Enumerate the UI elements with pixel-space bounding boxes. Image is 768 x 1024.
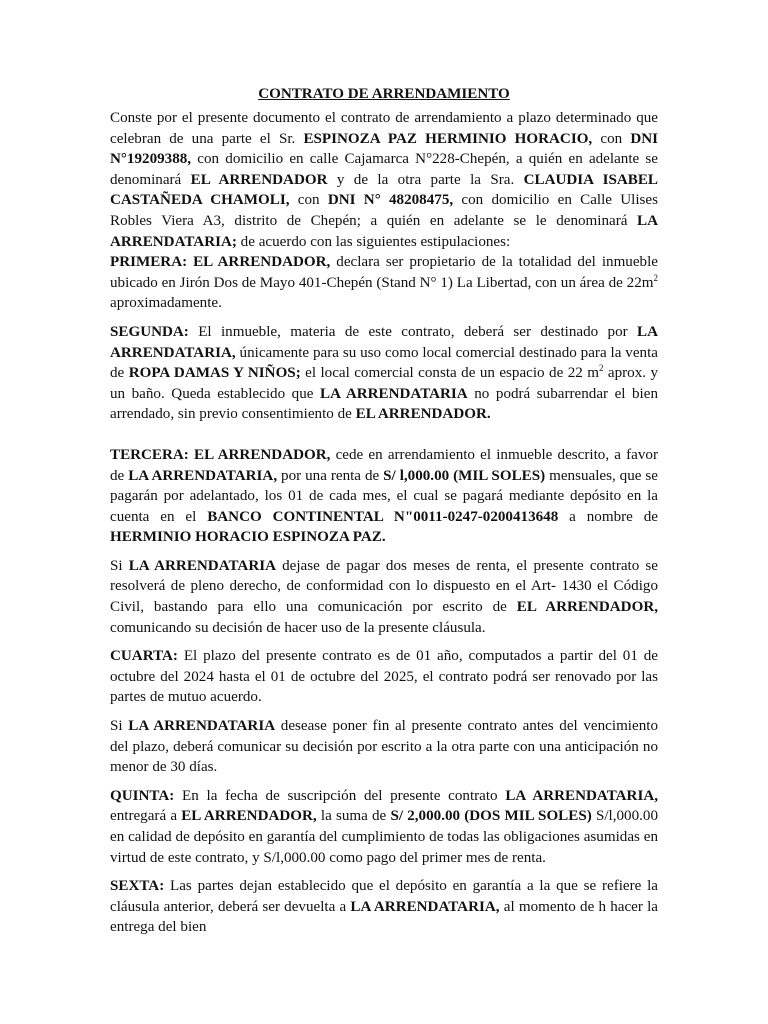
bold-text: LA ARRENDATARIA [128, 718, 276, 735]
bold-text: CUARTA: [110, 648, 178, 665]
bold-text: EL ARRENDADOR [190, 171, 328, 188]
clause-cuarta [110, 646, 658, 708]
body-text: con [592, 130, 631, 147]
bold-text: DNI N° 48208475, [327, 192, 454, 209]
body-text: cede en arrendamiento el inmueble descrito, a favor de [110, 446, 658, 484]
bold-text: SEXTA: [110, 878, 165, 895]
bold-text: LA ARRENDATARIA, [110, 323, 658, 361]
body-text: aprox. y un baño. Queda establecido que [110, 365, 659, 402]
bold-text: TERCERA: EL ARRENDADOR, [110, 446, 331, 463]
body-text: En la fecha de suscripción del presente contrato [174, 787, 506, 804]
body-text: el local comercial consta de un espacio de 22 m [300, 365, 599, 382]
bold-text: QUINTA: [110, 787, 175, 804]
body-text: con domicilio en Calle Ulises Robles Viera A3, distrito de Chepén; a quién en adelante se le denominará [110, 192, 658, 229]
body-text: Si [110, 557, 129, 574]
body-text: entregará a [110, 808, 182, 825]
clause-tercera [110, 445, 658, 548]
body-text: comunicando su decisión de hacer uso de la presente cláusula. [110, 619, 486, 636]
body-text: El inmueble, materia de este contrato, deberá ser destinado por [188, 323, 638, 340]
body-text: no podrá subarrendar el bien arrendado, sin previo consentimiento de [110, 385, 658, 423]
body-text: aproximadamente. [110, 295, 222, 312]
intro-paragraph [110, 108, 658, 252]
body-text: la suma de [316, 808, 391, 825]
bold-text: LA ARRENDATARIA [320, 385, 468, 402]
body-text: al momento de h hacer la entrega del bien [110, 898, 659, 936]
body-text: Conste por el presente documento el contrato de arrendamiento a plazo determinado que celebran de una parte el Sr. [110, 110, 658, 147]
bold-text: BANCO CONTINENTAL N"0011-0247-0200413648 [207, 508, 559, 525]
bold-text: EL ARRENDADOR, [181, 808, 317, 825]
body-text: con domicilio en calle Cajamarca N°228-Chepén, a quién en adelante se denominará [110, 151, 658, 188]
bold-text: PRIMERA: EL ARRENDADOR, [110, 254, 331, 271]
bold-text: S/ 2,000.00 (DOS MIL SOLES) [390, 808, 592, 825]
body-text: El plazo del presente contrato es de 01 año, computados a partir del 01 de octubre del 2024 hasta el 01 de octubre del 2025, el contrato podrá ser renovado por las partes de mutuo acuerdo. [110, 648, 658, 706]
clause-primera [110, 252, 658, 314]
body-text: Las partes dejan establecido que el depósito en garantía a la que se refiere la cláusula anterior, deberá ser devuelta a [110, 878, 658, 915]
clause-segunda [110, 322, 658, 425]
bold-text: LA ARRENDATARIA, [505, 787, 658, 804]
body-text: mensuales, que se pagarán por adelantado, los 01 de cada mes, el cual se pagará mediante depósito en la cuenta en el [110, 467, 658, 525]
bold-text: SEGUNDA: [110, 323, 189, 340]
bold-text: LA ARRENDATARIA; [110, 212, 658, 250]
body-text: por una renta de [277, 467, 384, 484]
clause-sexta [110, 876, 658, 938]
bold-text: LA ARRENDATARIA, [128, 467, 278, 484]
bold-text: ESPINOZA PAZ HERMINIO HORACIO, [303, 130, 593, 147]
body-text: desease poner fin al presente contrato antes del vencimiento del plazo, deberá comunicar su decisión por escrito a la otra parte con una anticipación no menor de 30 días. [110, 718, 658, 776]
document-body [110, 84, 658, 938]
tercera-termination-paragraph [110, 556, 658, 638]
body-text: y de la otra parte la Sra. [327, 171, 524, 188]
superscript-text: 2 [653, 272, 658, 283]
bold-text: DNI N°19209388, [110, 130, 658, 168]
body-text: únicamente para su uso como local comercial destinado para la venta de [110, 344, 658, 382]
bold-text: ROPA DAMAS Y NIÑOS; [128, 365, 301, 382]
body-text: a nombre de [558, 508, 658, 525]
cuarta-early-termination-paragraph [110, 716, 658, 778]
bold-text: LA ARRENDATARIA, [350, 898, 500, 915]
superscript-text: 2 [598, 363, 604, 374]
body-text: con [289, 192, 328, 209]
body-text: declara ser propietario de la totalidad del inmueble ubicado en Jirón Dos de Mayo 401-Chepén (Stand N° 1) La Libertad, con un área de 22m [110, 254, 658, 291]
bold-text: CLAUDIA ISABEL CASTAÑEDA CHAMOLI, [110, 171, 658, 209]
body-text: dejase de pagar dos meses de renta, el presente contrato se resolverá de pleno derecho, de conformidad con lo dispuesto en el Art- 1430 el Código Civil, bastando para ello una comunicación por escrito de [110, 557, 658, 616]
body-text: de acuerdo con las siguientes estipulaciones: [236, 233, 511, 250]
bold-text: LA ARRENDATARIA [128, 557, 276, 574]
clause-quinta [110, 786, 658, 868]
document-title: CONTRATO DE ARRENDAMIENTO [258, 86, 510, 102]
bold-text: HERMINIO HORACIO ESPINOZA PAZ. [110, 529, 386, 546]
bold-text: EL ARRENDADOR. [355, 406, 491, 423]
bold-text: S/ l,000.00 (MIL SOLES) [383, 467, 546, 484]
bold-text: EL ARRENDADOR, [516, 599, 658, 616]
body-text: Si [110, 718, 129, 735]
body-text: S/l,000.00 en calidad de depósito en garantía del cumplimiento de todas las obligaciones asumidas en virtud de este contrato, y S/l,000.00 como pago del primer mes de renta. [110, 808, 659, 866]
